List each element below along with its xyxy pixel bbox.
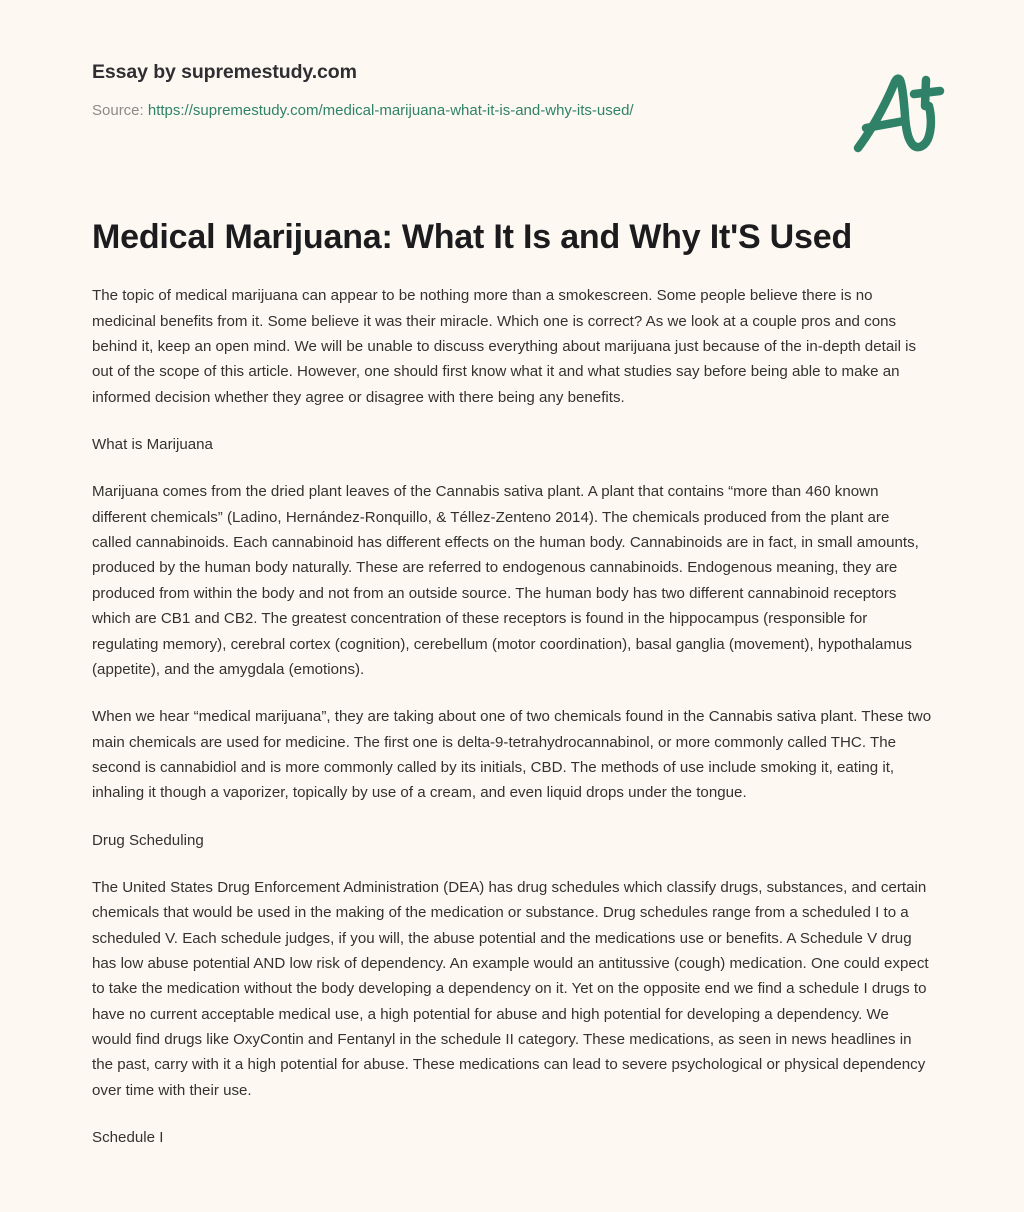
page-title: Medical Marijuana: What It Is and Why It'S Used <box>92 217 853 256</box>
source-url-link[interactable]: https://supremestudy.com/medical-marijuana-what-it-is-and-why-its-used/ <box>147 102 634 120</box>
essay-byline: Essay by supremestudy.com <box>92 61 357 83</box>
paragraph-chemicals: When we hear “medical marijuana”, they are taking about one of two chemicals found in the Cannabis sativa plant. These two main chemicals are used for medicine. The first one is delta-9-tetrahydrocannabinol, or more commonly called THC. The second is cannabidiol and is more commonly called by its initials, CBD. The methods of use include smoking it, eating it, inhaling it though a vaporizer, topically by use of a cream, and even liquid drops under the tongue. <box>92 708 932 802</box>
paragraph-what-is-marijuana: Marijuana comes from the dried plant leaves of the Cannabis sativa plant. A plant that contains “more than 460 known different chemicals” (Ladino, Hernández-Ronquillo, & Téllez-Zenteno 2014). The chemicals produced from the plant are called cannabinoids. Each cannabinoid has different effects on the human body. Cannabinoids are in fact, in small amounts, produced by the human body naturally. These are referred to endogenous cannabinoids. Endogenous meaning, they are produced from within the body and not from an outside source. The human body has two different cannabinoid receptors which are CB1 and CB2. The greatest concentration of these receptors is found in the hippocampus (responsible for regulating memory), cerebral cortex (cognition), cerebellum (motor coordination), basal ganglia (movement), hypothalamus (appetite), and the amygdala (emotions). <box>92 483 919 678</box>
paragraph-intro: The topic of medical marijuana can appear to be nothing more than a smokescreen. Some people believe there is no medicinal benefits from it. Some believe it was their miracle. Which one is correct? As we look at a couple pros and cons behind it, keep an open mind. We will be unable to discuss everything about marijuana just because of the in-depth detail is out of the scope of this article. However, one should first know what it and what studies say before being able to make an informed decision whether they agree or disagree with there being any benefits. <box>92 287 917 406</box>
subheading-what-is-marijuana: What is Marijuana <box>92 436 213 454</box>
source-line <box>92 101 932 121</box>
source-label: Source: <box>92 102 148 120</box>
article-body <box>92 257 932 1150</box>
subheading-drug-scheduling: Drug Scheduling <box>92 831 204 849</box>
paragraph-drug-scheduling: The United States Drug Enforcement Administration (DEA) has drug schedules which classify drugs, substances, and certain chemicals that would be used in the making of the medication or substance. Drug schedules range from a scheduled I to a scheduled V. Each schedule judges, if you will, the abuse potential and the medications use or benefits. A Schedule V drug has low abuse potential AND low risk of dependency. An example would an antitussive (cough) medication. One could expect to take the medication without the body developing a dependency on it. Yet on the opposite end we find a schedule I drugs to have no current acceptable medical use, a high potential for abuse and high potential for developing a dependency. We would find drugs like OxyContin and Fentanyl in the schedule II category. These medications, as seen in news headlines in the past, carry with it a high potential for abuse. These medications can lead to severe psychological or physical dependency over time with their use. <box>92 878 929 1099</box>
subheading-schedule-i: Schedule I <box>92 1129 164 1147</box>
site-header <box>92 0 932 122</box>
a-plus-logo-icon <box>844 58 954 168</box>
